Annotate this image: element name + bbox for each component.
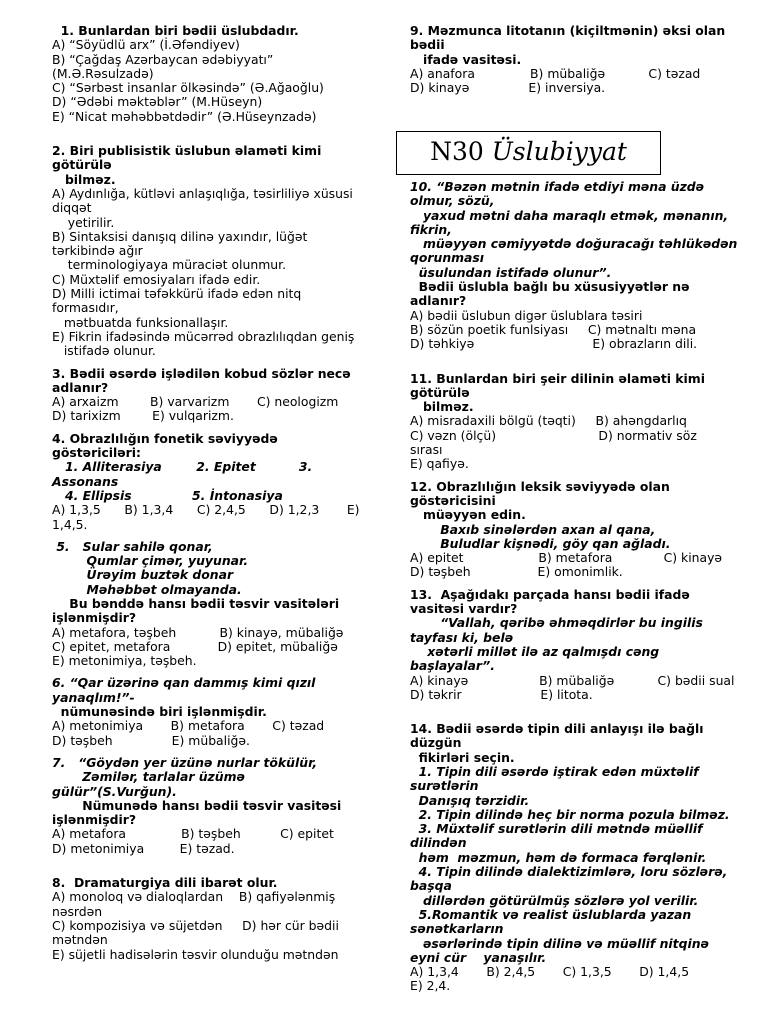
answer-option-line: E) “Nicat məhəbbətdədir” (Ə.Hüseynzadə) — [52, 108, 317, 124]
question-text-line: 3. Bədii əsərdə işlədilən kobud sözlər necə — [52, 365, 351, 381]
answer-option-line: B) Sintaksisi danışıq dilinə yaxındır, lüğət — [52, 228, 308, 244]
question-q2 — [52, 144, 382, 358]
answer-option-line: tərkibində ağır — [52, 243, 143, 259]
question-text-line: 13. Aşağıdakı parçada hansı bədii ifadə — [410, 586, 690, 602]
question-q11 — [410, 372, 755, 472]
question-text-line: götürülə — [52, 157, 112, 173]
answer-option-line: nəsrdən — [52, 903, 103, 919]
question-text-line: başlayalar”. — [410, 658, 495, 674]
question-text-line: həm məzmun, həm də formaca fərqlənir. — [410, 849, 707, 865]
question-text-line: bədii — [410, 37, 445, 53]
answer-option-line: A) arxaizm B) varvarizm C) neologizm — [52, 394, 339, 410]
question-text-line: Assonans — [52, 473, 119, 489]
question-text-line: qorunması — [410, 250, 485, 266]
answer-option-line: D) Milli ictimai təfəkkürü ifadə edən nitq — [52, 286, 302, 302]
answer-option-line: E) qafiyə. — [410, 456, 469, 472]
answer-option-line: D) təkrir E) litota. — [410, 686, 593, 702]
answer-option-line: D) metonimiya E) təzad. — [52, 840, 235, 856]
question-text-line: Danışıq tərzidir. — [410, 792, 530, 808]
answer-option-line: A) 1,3,4 B) 2,4,5 C) 1,3,5 D) 1,4,5 — [410, 964, 690, 980]
question-text-line: 4. Ellipsis 5. İntonasiya — [52, 487, 283, 503]
answer-option-line: C) “Sərbəst insanlar ölkəsində” (Ə.Ağaoğlu) — [52, 80, 324, 96]
question-text-line: 14. Bədii əsərdə tipin dili anlayışı ilə bağlı — [410, 721, 704, 737]
answer-option-line: A) metonimiya B) metafora C) təzad — [52, 718, 325, 734]
question-text-line: 11. Bunlardan biri şeir dilinin əlaməti kimi — [410, 370, 705, 386]
answer-option-line: E) 2,4. — [410, 978, 451, 994]
question-text-line: işlənmişdir? — [52, 812, 137, 828]
right-column-top — [410, 24, 755, 95]
answer-option-line: D) kinayə E) inversiya. — [410, 80, 606, 96]
question-text-line: 8. Dramaturgiya dili ibarət olur. — [52, 875, 278, 891]
question-q5 — [52, 540, 382, 669]
question-text-line: vasitəsi vardır? — [410, 601, 518, 617]
question-text-line: ifadə vasitəsi. — [410, 51, 522, 67]
answer-option-line: E) süjetli hadisələrin təsvir olunduğu mətndən — [52, 946, 339, 962]
question-text-line: yaxud mətni daha maraqlı etmək, mənanın, — [410, 207, 729, 223]
question-text-line: yanaqlım!”- — [52, 689, 135, 705]
question-q4 — [52, 432, 382, 532]
question-q10 — [410, 180, 755, 352]
question-q9 — [410, 24, 755, 95]
question-text-line: xətərli millət ilə az qalmışdı cəng — [410, 643, 660, 659]
answer-option-line: A) metafora, təşbeh B) kinayə, mübaliğə — [52, 624, 344, 640]
question-q14 — [410, 722, 755, 994]
question-text-line: Ürəyim buztək donar — [52, 567, 234, 583]
question-text-line: “Vallah, qəribə əhməqdirlər bu ingilis — [410, 615, 703, 631]
question-text-line: Məhəbbət olmayanda. — [52, 581, 242, 597]
question-text-line: 7. “Göydən yer üzünə nurlar tökülür, — [52, 754, 318, 770]
question-text-line: adlanır? — [52, 379, 109, 395]
question-text-line: 3. Müxtəlif surətlərin dili mətndə müəllif — [410, 821, 703, 837]
question-q1 — [52, 24, 382, 124]
answer-option-line: A) metafora B) təşbeh C) epitet — [52, 826, 334, 842]
question-text-line: Qumlar çimər, yuyunar. — [52, 553, 249, 569]
answer-option-line: D) “Ədəbi məktəblər” (M.Hüseyn) — [52, 94, 263, 110]
answer-option-line: A) monoloq və dialoqlardan B) qafiyələnmiş — [52, 889, 336, 905]
answer-option-line: B) “Çağdaş Azərbaycan ədəbiyyatı” — [52, 51, 274, 67]
answer-option-line: A) anafora B) mübaliğə C) təzad — [410, 65, 701, 81]
answer-option-line: mətndən — [52, 932, 108, 948]
question-text-line: Bu bənddə hansı bədii təsvir vasitələri — [52, 595, 340, 611]
question-text-line: Buludlar kişnədi, göy qan ağladı. — [410, 535, 671, 551]
question-text-line: götürülə — [410, 384, 470, 400]
answer-option-line: C) vəzn (ölçü) D) normativ söz — [410, 427, 697, 443]
answer-option-line: (M.Ə.Rəsulzadə) — [52, 65, 154, 81]
question-q6 — [52, 676, 382, 747]
title-code: N30 — [430, 137, 484, 166]
question-text-line: surətlərin — [410, 778, 479, 794]
question-text-line: bilməz. — [410, 399, 474, 415]
question-q12 — [410, 480, 755, 580]
question-text-line: 2. Tipin dilində heç bir norma pozula bilməz. — [410, 806, 730, 822]
answer-option-line: B) sözün poetik funlsiyası C) mətnaltı məna — [410, 321, 697, 337]
answer-option-line: A) “Söyüdlü arx” (İ.Əfəndiyev) — [52, 37, 240, 53]
answer-option-line: sırası — [410, 442, 443, 458]
answer-option-line: formasıdır, — [52, 300, 119, 316]
left-column — [52, 24, 382, 962]
question-text-line: başqa — [410, 878, 452, 894]
question-text-line: olmur, sözü, — [410, 193, 495, 209]
question-text-line: 1. Alliterasiya 2. Epitet 3. — [52, 459, 313, 475]
question-text-line: müəyyən cəmiyyətdə doğuracağı təhlükədən — [410, 236, 738, 252]
question-text-line: 2. Biri publisistik üslubun əlaməti kimi — [52, 143, 322, 159]
answer-option-line: E) metonimiya, təşbeh. — [52, 653, 197, 669]
title-box — [396, 131, 661, 175]
answer-option-line: A) misradaxili bölgü (təqti) B) ahəngdarlıq — [410, 413, 687, 429]
question-text-line: düzgün — [410, 735, 462, 751]
question-text-line: 5.Romantik və realist üslublarda yazan — [410, 906, 692, 922]
page-title — [397, 132, 660, 168]
answer-option-line: mətbuatda funksionallaşır. — [52, 314, 229, 330]
question-text-line: bilməz. — [52, 171, 116, 187]
answer-option-line: D) tarixizm E) vulqarizm. — [52, 408, 234, 424]
answer-option-line: E) Fikrin ifadəsində mücərrəd obrazlılıqdan geniş — [52, 328, 355, 344]
answer-option-line: 1,4,5. — [52, 516, 88, 532]
question-q3 — [52, 367, 382, 424]
question-text-line: tayfası ki, belə — [410, 629, 514, 645]
question-text-line: üsulundan istifadə olunur”. — [410, 264, 612, 280]
question-text-line: müəyyən edin. — [410, 507, 526, 523]
answer-option-line: diqqət — [52, 200, 92, 216]
question-text-line: fikrin, — [410, 221, 452, 237]
question-text-line: göstəricisini — [410, 492, 496, 508]
question-text-line: 1. Tipin dili əsərdə iştirak edən müxtəlif — [410, 763, 699, 779]
answer-option-line: C) Müxtəlif emosiyaları ifadə edir. — [52, 271, 261, 287]
answer-option-line: istifadə olunur. — [52, 343, 156, 359]
question-text-line: adlanır? — [410, 293, 467, 309]
answer-option-line: C) epitet, metafora D) epitet, mübaliğə — [52, 638, 338, 654]
answer-option-line: D) təşbeh E) mübaliğə. — [52, 732, 250, 748]
question-text-line: dilindən — [410, 835, 467, 851]
answer-option-line: A) kinayə B) mübaliğə C) bədii sual — [410, 672, 735, 688]
right-column — [410, 180, 755, 994]
question-q7 — [52, 756, 382, 856]
question-text-line: əsərlərində tipin dilinə və müəllif nitqinə — [410, 935, 709, 951]
question-q8 — [52, 876, 382, 962]
title-name: Üslubiyyat — [491, 137, 627, 166]
question-text-line: Nümunədə hansı bədii təsvir vasitəsi — [52, 797, 342, 813]
question-q13 — [410, 588, 755, 702]
answer-option-line: D) təşbeh E) omonimlik. — [410, 564, 623, 580]
question-text-line: 9. Məzmunca litotanın (kiçiltmənin) əksi olan — [410, 23, 726, 38]
answer-option-line: C) kompozisiya və süjetdən D) hər cür bədii — [52, 917, 339, 933]
question-text-line: gülür”(S.Vurğun). — [52, 783, 177, 799]
answer-option-line: terminologiyaya müraciət olunmur. — [52, 257, 287, 273]
question-text-line: 5. Sular sahilə qonar, — [52, 538, 213, 554]
question-text-line: işlənmişdir? — [52, 610, 137, 626]
answer-option-line: A) bədii üslubun digər üslublara təsiri — [410, 307, 643, 323]
answer-option-line: D) təhkiyə E) obrazların dili. — [410, 336, 698, 352]
answer-option-line: A) Aydınlığa, kütləvi anlaşıqlığa, təsirliliyə xüsusi — [52, 185, 353, 201]
answer-option-line: A) 1,3,5 B) 1,3,4 C) 2,4,5 D) 1,2,3 E) — [52, 502, 360, 518]
question-text-line: sənətkarların — [410, 921, 504, 937]
question-text-line: dillərdən götürülmüş sözlərə yol verilir. — [410, 892, 699, 908]
question-text-line: 10. “Bəzən mətnin ifadə etdiyi məna üzdə — [410, 179, 705, 194]
question-text-line: Zəmilər, tarlalar üzümə — [52, 769, 245, 785]
question-text-line: Baxıb sinələrdən axan al qana, — [410, 521, 656, 537]
question-text-line: eyni cür yanaşılır. — [410, 949, 547, 965]
question-text-line: 12. Obrazlılığın leksik səviyyədə olan — [410, 478, 670, 494]
question-text-line: nümunəsində biri işlənmişdir. — [52, 704, 267, 720]
question-text-line: 6. “Qar üzərinə qan dammış kimi qızıl — [52, 675, 316, 691]
question-text-line: göstəriciləri: — [52, 445, 141, 461]
answer-option-line: yetirilir. — [52, 214, 115, 230]
question-text-line: 4. Obrazlılığın fonetik səviyyədə — [52, 430, 278, 446]
question-text-line: 4. Tipin dilində dialektizimlərə, loru sözlərə, — [410, 864, 728, 880]
question-text-line: Bədii üslubla bağlı bu xüsusiyyətlər nə — [410, 279, 690, 295]
answer-option-line: A) epitet B) metafora C) kinayə — [410, 550, 723, 566]
question-text-line: 1. Bunlardan biri bədii üslubdadır. — [52, 23, 299, 38]
question-text-line: fikirləri seçin. — [410, 749, 515, 765]
